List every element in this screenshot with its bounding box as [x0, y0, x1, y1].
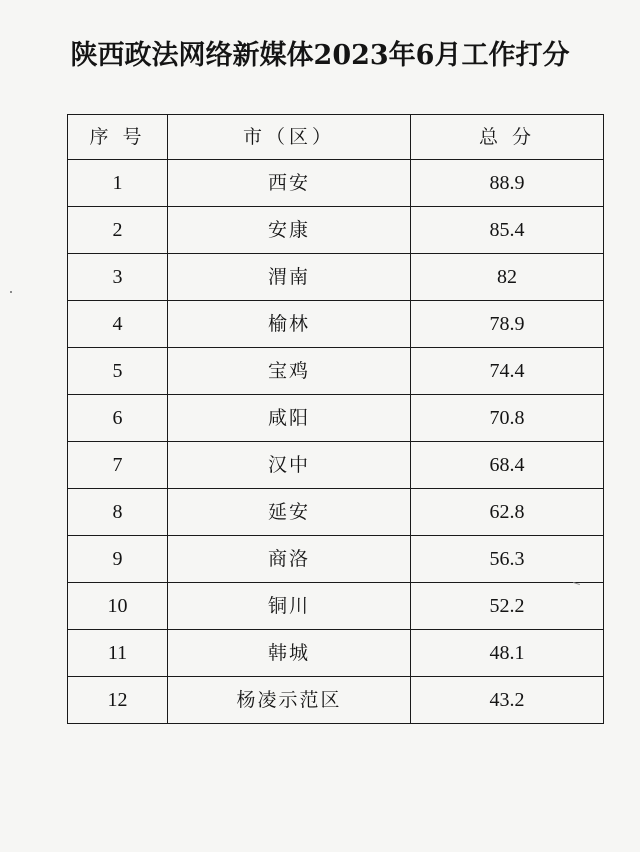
row-index: 5 — [68, 348, 168, 395]
table-row — [68, 630, 604, 677]
table-header-row — [68, 115, 604, 160]
row-index: 8 — [68, 489, 168, 536]
table-row — [68, 489, 604, 536]
row-score: 62.8 — [411, 489, 604, 536]
header-index: 序 号 — [68, 115, 168, 160]
row-city: 宝鸡 — [168, 348, 411, 395]
row-city: 韩城 — [168, 630, 411, 677]
table-row — [68, 395, 604, 442]
table-row — [68, 254, 604, 301]
row-index: 1 — [68, 160, 168, 207]
row-index: 12 — [68, 677, 168, 724]
row-score: 85.4 — [411, 207, 604, 254]
score-table — [67, 114, 604, 724]
header-score: 总 分 — [411, 115, 604, 160]
row-score: 48.1 — [411, 630, 604, 677]
row-index: 6 — [68, 395, 168, 442]
row-city: 汉中 — [168, 442, 411, 489]
row-index: 10 — [68, 583, 168, 630]
row-index: 7 — [68, 442, 168, 489]
row-index: 2 — [68, 207, 168, 254]
header-city: 市（区） — [168, 115, 411, 160]
document-title: 陕西政法网络新媒体2023年6月工作打分 — [70, 40, 570, 71]
row-score: 78.9 — [411, 301, 604, 348]
table-row — [68, 160, 604, 207]
row-city: 安康 — [168, 207, 411, 254]
row-index: 3 — [68, 254, 168, 301]
row-score: 74.4 — [411, 348, 604, 395]
row-index: 9 — [68, 536, 168, 583]
row-score: 68.4 — [411, 442, 604, 489]
table-row — [68, 677, 604, 724]
row-city: 咸阳 — [168, 395, 411, 442]
row-score: 82 — [411, 254, 604, 301]
row-index: 4 — [68, 301, 168, 348]
row-index: 11 — [68, 630, 168, 677]
table-row — [68, 536, 604, 583]
row-city: 渭南 — [168, 254, 411, 301]
scan-speck — [10, 291, 12, 293]
row-score: 43.2 — [411, 677, 604, 724]
table-row — [68, 583, 604, 630]
table-row — [68, 207, 604, 254]
row-city: 榆林 — [168, 301, 411, 348]
row-city: 商洛 — [168, 536, 411, 583]
row-city: 铜川 — [168, 583, 411, 630]
table-row — [68, 301, 604, 348]
row-city: 延安 — [168, 489, 411, 536]
row-score: 56.3 — [411, 536, 604, 583]
row-city: 西安 — [168, 160, 411, 207]
row-score: 52.2 — [411, 583, 604, 630]
row-score: 70.8 — [411, 395, 604, 442]
row-score: 88.9 — [411, 160, 604, 207]
table-row — [68, 442, 604, 489]
table-row — [68, 348, 604, 395]
row-city: 杨凌示范区 — [168, 677, 411, 724]
